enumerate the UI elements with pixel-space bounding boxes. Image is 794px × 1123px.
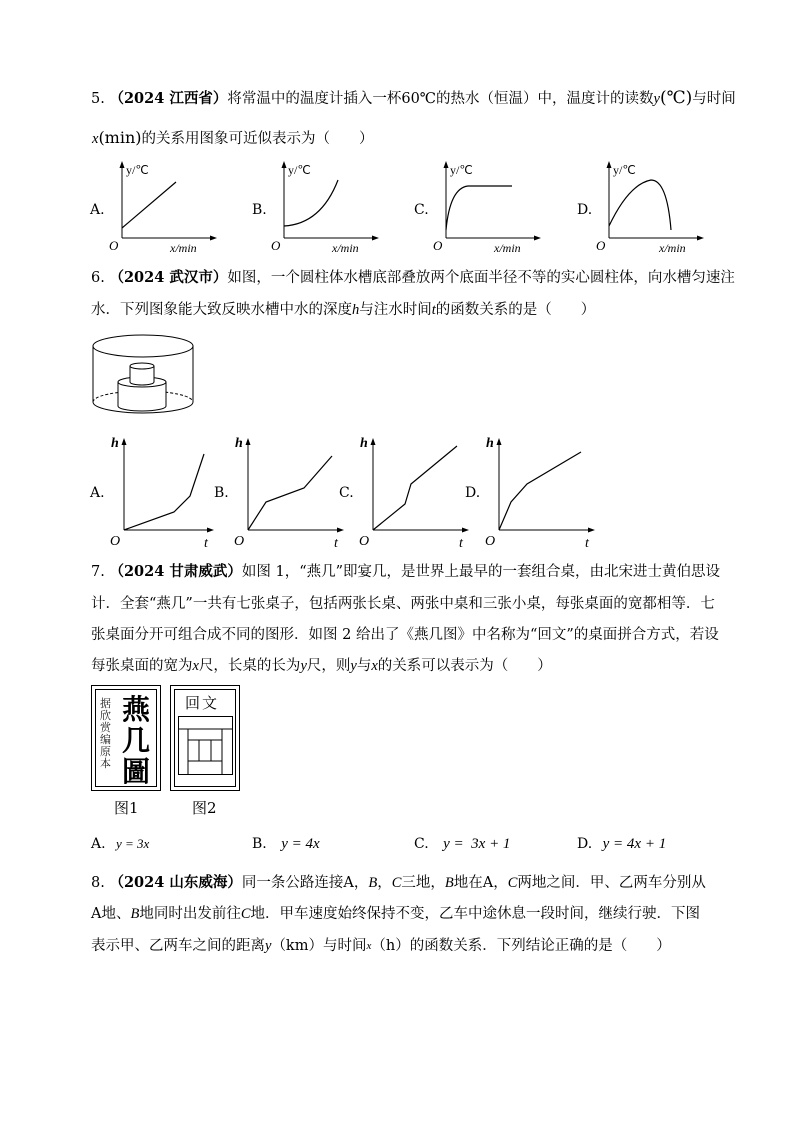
q6-option-d[interactable] xyxy=(465,432,595,552)
q6-graph-b-xlabel: t xyxy=(334,536,338,551)
q6-graph-b-curve xyxy=(248,456,332,530)
q6-option-a[interactable] xyxy=(90,432,210,552)
q5-source: （2024 江西省） xyxy=(109,90,228,107)
q6-option-a-label: A. xyxy=(90,485,105,501)
q6-option-c-label: C. xyxy=(339,485,354,501)
q6-text-2c: 的函数关系的是（ ） xyxy=(435,302,596,318)
q7-option-d[interactable] xyxy=(577,836,666,853)
q7-option-d-expr: y = 4x + 1 xyxy=(602,836,667,852)
q6-text-1: 如图，一个圆柱体水槽底部叠放两个底面半径不等的实心圆柱体，向水槽匀速注 xyxy=(227,270,735,286)
q5-option-c-label: C. xyxy=(414,202,429,218)
q5-unit-min: (min) xyxy=(98,128,142,147)
q6-number: 6. xyxy=(91,270,105,286)
q6-graph-c-curve xyxy=(373,446,457,530)
q8-place-c: C xyxy=(391,875,402,891)
q5-graph-b-origin: O xyxy=(271,238,281,253)
q5-graph-a-curve xyxy=(122,182,176,228)
q7-text-4a: 每张桌面的宽为 xyxy=(91,658,193,674)
q6-graph-d-origin: O xyxy=(485,534,496,549)
q7-option-a-expr: y = 3x xyxy=(116,836,150,851)
q6-graph-c-origin: O xyxy=(359,534,370,549)
q7-fig2-tangram xyxy=(178,716,234,776)
q7-text-4b: 尺，长桌的长为 xyxy=(198,658,301,674)
q7-fig1-small-text: 据欣赏编原本 xyxy=(100,697,111,770)
q5-var-x: x xyxy=(92,131,99,147)
q7-option-c-label: C. xyxy=(414,836,429,852)
q5-graph-c-xlabel: x/min xyxy=(494,241,521,255)
q7-option-b[interactable] xyxy=(252,836,320,853)
q6-graph-d xyxy=(483,432,601,552)
q6-graph-b-ylabel: h xyxy=(235,436,243,451)
q7-line3 xyxy=(91,625,719,645)
q7-text-3: 张桌面分开可组合成不同的图形．如图 2 给出了《燕几图》中名称为“回文”的桌面拼合方式，若设 xyxy=(91,627,719,643)
q6-var-t: t xyxy=(431,302,436,318)
q5-graph-d-ylabel: y/℃ xyxy=(613,163,636,177)
q7-line2 xyxy=(91,594,715,614)
q8-sep-1: ， xyxy=(353,875,369,891)
q5-graph-d-origin: O xyxy=(596,238,606,253)
q8-place-b-2: B xyxy=(444,875,454,891)
q8-place-a-3: A xyxy=(91,906,102,922)
q7-var-x-2: x xyxy=(371,658,378,674)
q5-graph-b xyxy=(266,158,386,258)
q6-line2 xyxy=(91,300,595,320)
q6-graph-a-curve xyxy=(124,454,204,530)
q5-graph-b-xlabel: x/min xyxy=(332,241,359,255)
q5-graph-a-origin: O xyxy=(109,238,119,253)
q8-text-3a: 表示甲、乙两车之间的距离 xyxy=(91,938,265,954)
q6-graph-d-ylabel: h xyxy=(486,436,494,451)
q7-option-b-label: B. xyxy=(252,836,267,852)
q5-graph-a-xlabel: x/min xyxy=(170,241,197,255)
q5-option-a-label: A. xyxy=(90,202,105,218)
q8-line1 xyxy=(91,873,706,893)
q6-option-c[interactable] xyxy=(339,432,469,552)
q7-line1 xyxy=(91,562,720,582)
q5-unit-c: (℃) xyxy=(659,88,693,108)
q5-option-b-label: B. xyxy=(252,202,267,218)
q5-text-1: 将常温中的温度计插入一杯60℃的热水（恒温）中，温度计的读数 xyxy=(227,91,654,107)
q7-fig1-caption: 图1 xyxy=(114,799,139,817)
q7-line4 xyxy=(91,656,552,676)
q6-graph-c-xlabel: t xyxy=(459,536,463,551)
q7-source: （2024 甘肃威武） xyxy=(109,563,242,580)
q7-option-b-expr: y = 4x xyxy=(281,836,320,852)
q6-text-2b: 与注水时间 xyxy=(359,302,432,318)
q7-var-y: y xyxy=(300,658,307,674)
q5-option-d-label: D. xyxy=(577,202,593,218)
q6-line1 xyxy=(91,268,735,288)
q5-graph-d-curve xyxy=(609,180,671,230)
q8-source: （2024 山东威海） xyxy=(109,874,242,891)
q7-fig1-big-text: 燕几圖 xyxy=(122,693,151,788)
q5-graph-b-ylabel: y/℃ xyxy=(288,163,311,177)
q8-text-3b: （km）与时间 xyxy=(271,938,367,954)
q7-figure-2 xyxy=(170,685,240,791)
q8-text-1e: 两地之间．甲、乙两车分别从 xyxy=(517,875,706,891)
q5-graph-c-curve xyxy=(446,186,512,230)
q5-line2 xyxy=(92,128,374,149)
q7-fig2-title: 回文 xyxy=(185,694,220,712)
q8-text-1c: 地在 xyxy=(453,875,483,891)
q8-place-b: B xyxy=(368,875,378,891)
q5-number: 5. xyxy=(91,91,105,107)
q7-text-1: 如图 1，“燕几”即宴几，是世界上最早的一套组合桌，由北宋进士黄伯思设 xyxy=(241,564,721,580)
q7-var-x: x xyxy=(192,658,199,674)
q6-graph-a xyxy=(108,432,216,552)
q8-var-x: x xyxy=(366,940,372,952)
q8-text-1d: ， xyxy=(493,875,508,891)
q8-text-2a: 地、 xyxy=(101,906,131,922)
q6-graph-b-origin: O xyxy=(234,534,245,549)
q7-text-4e: 的关系可以表示为（ ） xyxy=(377,658,552,674)
q6-option-b[interactable] xyxy=(214,432,344,552)
q8-sep-2: ， xyxy=(377,875,392,891)
q7-text-2: 计．全套“燕几”一共有七张桌子，包括两张长桌、两张中桌和三张小桌，每张桌面的宽都相等．七 xyxy=(91,596,715,612)
q7-option-a[interactable] xyxy=(91,836,149,852)
q8-text-2c: 地．甲车速度始终保持不变，乙车中途休息一段时间，继续行驶．下图 xyxy=(250,906,701,922)
q8-place-c-2: C xyxy=(507,875,518,891)
q8-place-a-2: A xyxy=(482,875,494,891)
q8-place-a: A xyxy=(343,875,354,891)
q8-place-b-3: B xyxy=(130,906,140,922)
q5-graph-c-origin: O xyxy=(433,238,443,253)
q8-text-3c: （h）的函数关系．下列结论正确的是（ ） xyxy=(371,938,671,954)
q5-graph-b-curve xyxy=(284,180,338,226)
q7-figure-1 xyxy=(91,685,161,791)
q5-text-2: 的关系用图象可近似表示为（ ） xyxy=(141,131,374,147)
q8-place-c-3: C xyxy=(240,906,251,922)
q7-option-c[interactable] xyxy=(414,836,510,853)
q5-graph-a xyxy=(104,158,224,258)
q5-graph-c xyxy=(428,158,548,258)
q5-graph-c-ylabel: y/℃ xyxy=(450,163,473,177)
q8-number: 8. xyxy=(91,875,105,891)
q5-graph-d xyxy=(591,158,716,258)
q6-graph-d-xlabel: t xyxy=(585,536,589,551)
q5-option-c[interactable] xyxy=(414,158,544,258)
q6-graph-b xyxy=(232,432,350,552)
q7-option-a-label: A. xyxy=(91,836,106,852)
q6-option-d-label: D. xyxy=(465,485,481,501)
q5-line1 xyxy=(91,88,736,109)
q6-text-2a: 水．下列图象能大致反映水槽中水的深度 xyxy=(91,302,352,318)
q6-var-h: h xyxy=(352,302,360,318)
q8-var-y: y xyxy=(265,938,272,954)
q8-text-1a: 同一条公路连接 xyxy=(241,875,344,891)
q7-option-c-expr: y = 3x + 1 xyxy=(443,836,511,852)
q7-var-y-2: y xyxy=(350,658,357,674)
q7-option-d-label: D. xyxy=(577,836,593,852)
q6-graph-a-ylabel: h xyxy=(111,436,119,451)
q5-var-y: y xyxy=(653,91,660,107)
q5-option-b[interactable] xyxy=(252,158,382,258)
q7-number: 7. xyxy=(91,564,105,580)
q7-text-4c: 尺，则 xyxy=(306,658,351,674)
q6-tank-figure xyxy=(88,330,198,422)
q6-graph-c-ylabel: h xyxy=(360,436,368,451)
q6-option-b-label: B. xyxy=(214,485,229,501)
q6-graph-a-xlabel: t xyxy=(204,536,208,551)
q6-graph-a-origin: O xyxy=(110,534,121,549)
q7-fig2-caption: 图2 xyxy=(192,799,217,817)
q5-text-tail: 与时间 xyxy=(692,91,736,107)
q5-option-a[interactable] xyxy=(90,158,220,258)
q5-option-d[interactable] xyxy=(577,158,717,258)
q8-line3 xyxy=(91,936,671,956)
q8-line2 xyxy=(91,904,700,924)
q6-graph-c xyxy=(357,432,475,552)
q7-text-4d: 与 xyxy=(356,658,372,674)
q6-source: （2024 武汉市） xyxy=(109,269,228,286)
q5-graph-d-xlabel: x/min xyxy=(659,241,686,255)
q8-text-1b: 三地， xyxy=(401,875,445,891)
q6-graph-d-curve xyxy=(499,452,581,530)
q5-graph-a-ylabel: y/℃ xyxy=(126,163,149,177)
q8-text-2b: 地同时出发前往 xyxy=(139,906,241,922)
